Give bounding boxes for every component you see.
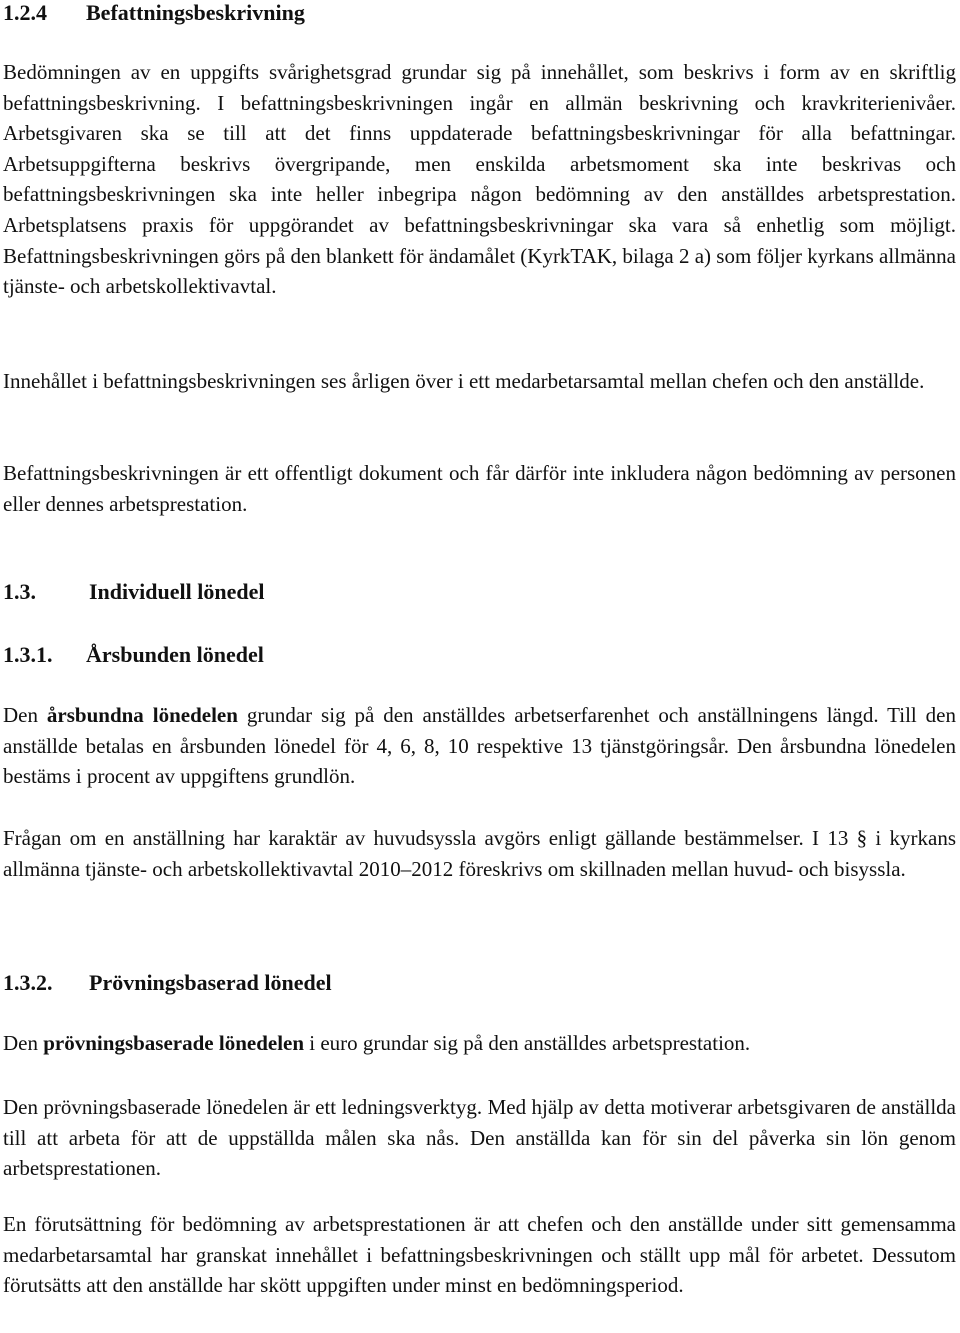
paragraph-text: Den prövningsbaserade lönedelen är ett ledningsverktyg. Med hjälp av detta motiverar arbetsgivaren de anställda till att arbeta för att de uppställda målen ska nås. Den anställda kan för sin del påverka sin lön genom arbetsprestationen. [3, 1095, 956, 1181]
paragraph [3, 458, 956, 519]
paragraph-text [3, 700, 956, 792]
section-heading [3, 0, 956, 26]
paragraph [3, 1209, 956, 1301]
text-run: Den [3, 1031, 44, 1055]
paragraph [3, 57, 956, 302]
paragraph-text: Innehållet i befattningsbeskrivningen ses årligen över i ett medarbetarsamtal mellan chefen och den anställde. [3, 369, 925, 393]
section-heading [3, 642, 956, 668]
paragraph [3, 700, 956, 792]
section-number: 1.3.1. [3, 642, 53, 667]
section-number: 1.3.2. [3, 970, 53, 995]
text-run: i euro grundar sig på den anställdes arbetsprestation. [304, 1031, 751, 1055]
section-1-3-2 [3, 970, 956, 996]
section-heading [3, 970, 956, 996]
section-1-2-4 [3, 0, 956, 26]
paragraph-text: Bedömningen av en uppgifts svårighetsgrad grundar sig på innehållet, som beskrivs i form av en skriftlig befattningsbeskrivning. I befattningsbeskrivningen ingår en allmän beskrivning och kravkriterienivåer. Arbetsgivaren ska se till att det finns uppdaterade befattningsbeskrivningar för alla befattningar. Arbetsuppgifterna beskrivs övergripande, men enskilda arbetsmoment ska inte beskrivas och befattningsbeskrivningen ska inte heller inbegripa någon bedömning av den anställdes arbetsprestation. Arbetsplatsens praxis för uppgörandet av befattningsbeskrivningar ska vara så enhetlig som möjligt. Befattningsbeskrivningen görs på den blankett för ändamålet (KyrkTAK, bilaga 2 a) som följer kyrkans allmänna tjänste- och arbetskollektivavtal. [3, 60, 956, 299]
section-1-3 [3, 579, 956, 605]
section-heading [3, 579, 956, 605]
text-run: Den [3, 703, 47, 727]
section-title: Prövningsbaserad lönedel [89, 970, 332, 995]
section-title: Individuell lönedel [89, 579, 265, 604]
paragraph [3, 823, 956, 884]
section-title: Befattningsbeskrivning [86, 0, 305, 25]
section-title: Årsbunden lönedel [86, 642, 264, 667]
text-run: grundar sig på den anställdes arbetserfarenhet och anställningens längd. Till den anställde betalas en årsbunden lönedel för 4, 6, 8, 10 respektive 13 tjänstgöringsår. Den årsbundna lönedelen bestäms i procent av uppgiftens grundlön. [3, 703, 956, 789]
paragraph [3, 1028, 956, 1059]
section-number: 1.2.4 [3, 0, 47, 25]
emphasized-term: prövningsbaserade lönedelen [43, 1031, 305, 1055]
paragraph [3, 366, 956, 397]
paragraph-text: Frågan om en anställning har karaktär av huvudsyssla avgörs enligt gällande bestämmelser. I 13 § i kyrkans allmänna tjänste- och arbetskollektivavtal 2010–2012 föreskrivs om skillnaden mellan huvud- och bisyssla. [3, 826, 956, 881]
paragraph [3, 1092, 956, 1184]
section-number: 1.3. [3, 579, 36, 604]
paragraph-text: Befattningsbeskrivningen är ett offentligt dokument och får därför inte inkludera någon bedömning av personen eller dennes arbetsprestation. [3, 461, 956, 516]
emphasized-term: årsbundna lönedelen [46, 703, 238, 727]
section-1-3-1 [3, 642, 956, 668]
paragraph-text: En förutsättning för bedömning av arbetsprestationen är att chefen och den anställde under sitt gemensamma medarbetarsamtal har granskat innehållet i befattningsbeskrivningen och ställt upp mål för arbetet. Dessutom förutsätts att den anställde har skött uppgiften under minst en bedömningsperiod. [3, 1212, 956, 1298]
paragraph-text [3, 1028, 956, 1059]
